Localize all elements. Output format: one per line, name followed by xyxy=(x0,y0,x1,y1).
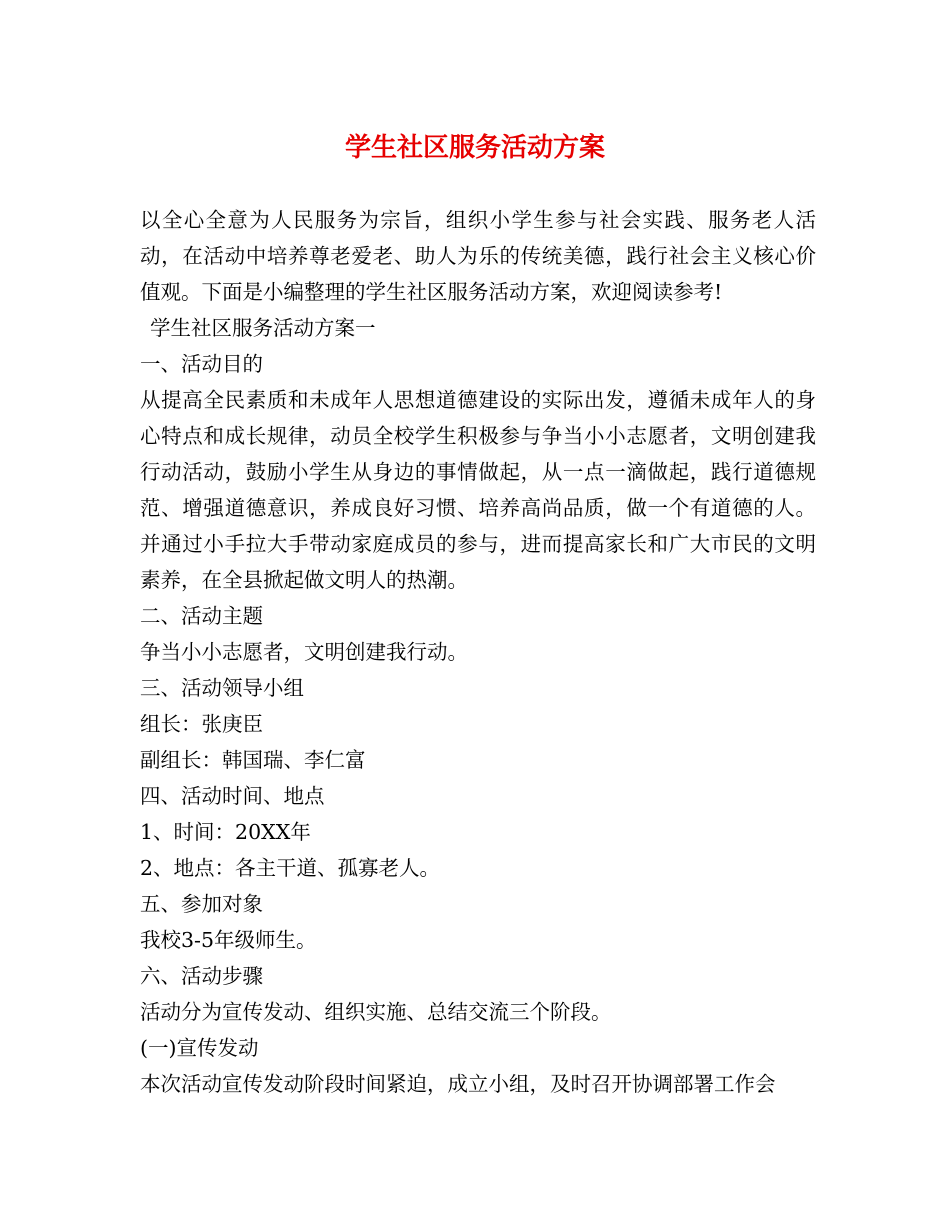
section-subtitle: 学生社区服务活动方案一 xyxy=(150,316,376,340)
document-body xyxy=(140,202,816,1102)
heading-participants: 五、参加对象 xyxy=(140,892,263,916)
heading-theme: 二、活动主题 xyxy=(140,604,263,628)
document-title: 学生社区服务活动方案 xyxy=(344,133,605,163)
heading-publicity: (一)宣传发动 xyxy=(140,1036,259,1060)
heading-leadership: 三、活动领导小组 xyxy=(140,676,304,700)
heading-time-place: 四、活动时间、地点 xyxy=(140,784,325,808)
deputy-leader-line: 副组长：韩国瑞、李仁富 xyxy=(140,748,366,772)
participants-line: 我校3-5年级师生。 xyxy=(140,928,317,952)
intro-paragraph: 以全心全意为人民服务为宗旨，组织小学生参与社会实践、服务老人活动，在活动中培养尊老爱老、助人为乐的传统美德，践行社会主义核心价值观。下面是小编整理的学生社区服务活动方案，欢迎阅读参考! xyxy=(140,208,816,304)
time-line: 1、时间：20XX年 xyxy=(140,820,311,844)
publicity-line: 本次活动宣传发动阶段时间紧迫，成立小组，及时召开协调部署工作会 xyxy=(140,1072,776,1096)
theme-paragraph: 争当小小志愿者，文明创建我行动。 xyxy=(140,640,468,664)
steps-line: 活动分为宣传发动、组织实施、总结交流三个阶段。 xyxy=(140,1000,612,1024)
place-line: 2、地点：各主干道、孤寡老人。 xyxy=(140,856,441,880)
heading-purpose: 一、活动目的 xyxy=(140,352,263,376)
heading-steps: 六、活动步骤 xyxy=(140,964,263,988)
leader-line: 组长：张庚臣 xyxy=(140,712,263,736)
purpose-paragraph: 从提高全民素质和未成年人思想道德建设的实际出发，遵循未成年人的身心特点和成长规律，动员全校学生积极参与争当小小志愿者，文明创建我行动活动，鼓励小学生从身边的事情做起，从一点一滴做起，践行道德规范、增强道德意识，养成良好习惯、培养高尚品质，做一个有道德的人。并通过小手拉大手带动家庭成员的参与，进而提高家长和广大市民的文明素养，在全县掀起做文明人的热潮。 xyxy=(140,388,816,592)
